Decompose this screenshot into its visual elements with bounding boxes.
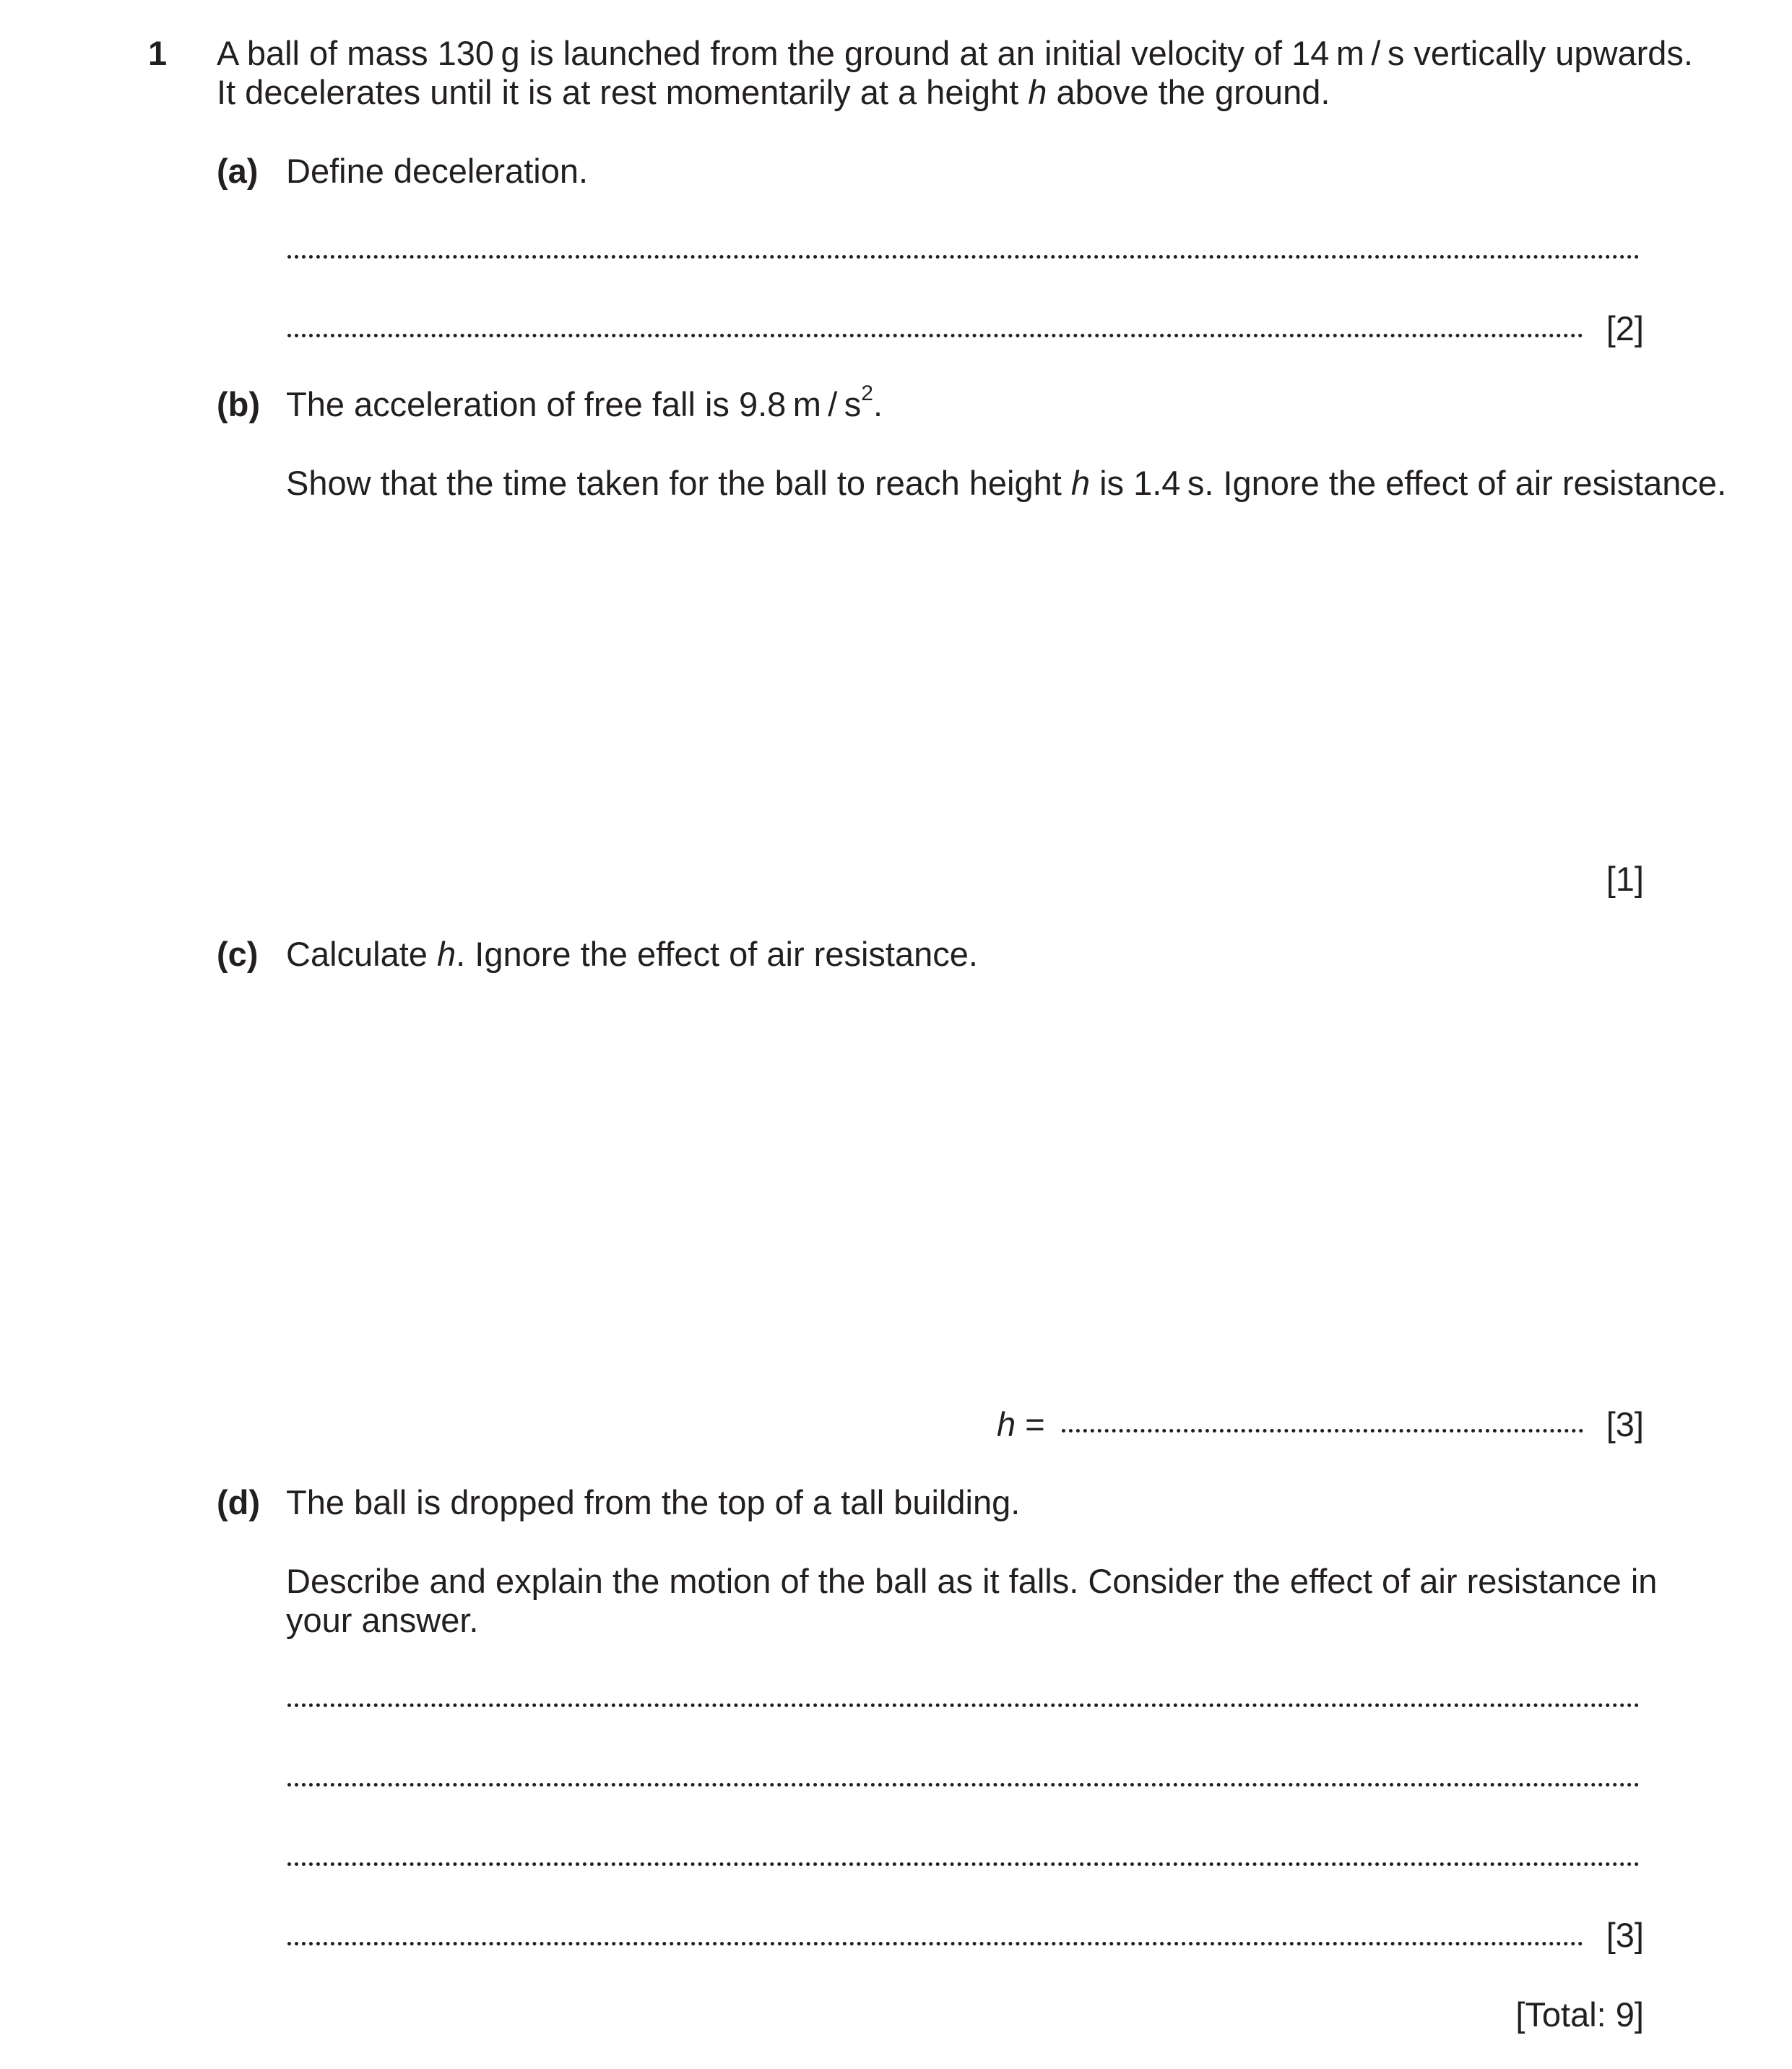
variable-h: h xyxy=(437,935,456,973)
part-c-answer-line[interactable] xyxy=(1062,1429,1583,1433)
part-d-answer-line-4[interactable] xyxy=(287,1942,1583,1945)
part-a-answer-line-1[interactable] xyxy=(287,255,1640,259)
part-c-answer-prefix: h = xyxy=(997,1405,1045,1443)
part-a-text: Define deceleration. xyxy=(286,152,589,190)
part-d-answer-line-1[interactable] xyxy=(287,1703,1640,1707)
variable-h: h xyxy=(1070,464,1091,502)
part-d-text: The ball is dropped from the top of a tall building. xyxy=(286,1483,1021,1521)
question-number: 1 xyxy=(148,34,168,72)
part-b-label: (b) xyxy=(217,385,261,423)
part-c-label: (c) xyxy=(217,935,259,973)
part-d-label: (d) xyxy=(217,1483,261,1521)
part-b-instruction: Show that the time taken for the ball to reach height h is 1.4 s. Ignore the effect of air resistance. xyxy=(286,464,1727,502)
part-b-marks: [1] xyxy=(1606,860,1644,898)
part-d-answer-line-2[interactable] xyxy=(287,1783,1640,1787)
total-marks: [Total: 9] xyxy=(1515,1995,1644,2034)
part-d-instruction-line2: your answer. xyxy=(286,1601,479,1639)
part-c-working-space[interactable] xyxy=(286,982,1644,1358)
question-stem-line1: A ball of mass 130 g is launched from the ground at an initial velocity of 14 m / s vertically upwards. xyxy=(217,34,1693,72)
part-d-marks: [3] xyxy=(1606,1916,1644,1954)
part-a-marks: [2] xyxy=(1606,309,1644,347)
part-b-text: The acceleration of free fall is 9.8 m / $s^2$. xyxy=(286,381,883,423)
question-stem-line2: It decelerates until it is at rest momentarily at a height h above the ground. xyxy=(217,73,1330,111)
variable-h: h xyxy=(1028,73,1047,111)
part-c-text: Calculate h. Ignore the effect of air resistance. xyxy=(286,935,978,973)
part-b-working-space[interactable] xyxy=(286,509,1644,834)
part-a-answer-line-2[interactable] xyxy=(287,334,1583,337)
part-d-instruction-line1: Describe and explain the motion of the ball as it falls. Consider the effect of air resistance in xyxy=(286,1562,1658,1600)
part-a-label: (a) xyxy=(217,152,259,190)
part-c-marks: [3] xyxy=(1606,1405,1644,1443)
part-d-answer-line-3[interactable] xyxy=(287,1862,1640,1866)
